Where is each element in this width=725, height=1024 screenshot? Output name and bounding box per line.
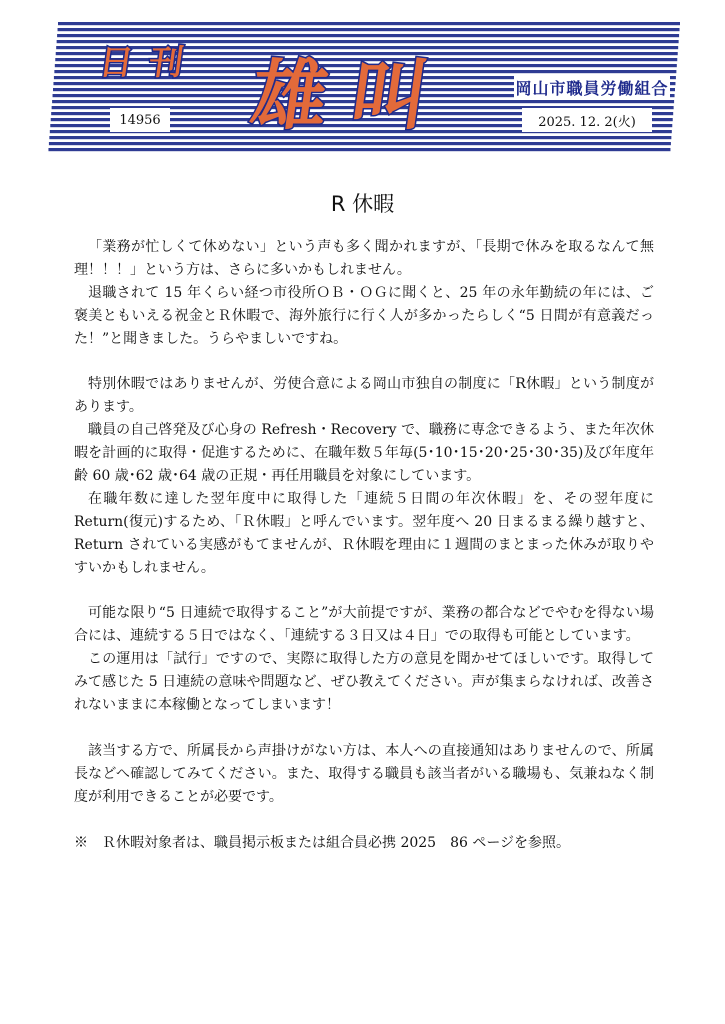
article-body — [74, 236, 654, 854]
paragraph-3: 特別休暇ではありませんが、労使合意による岡山市独自の制度に「R休暇」という制度があります。 — [74, 376, 654, 416]
logo-glyph-2: 刊 — [146, 43, 187, 83]
masthead — [48, 22, 680, 154]
paragraph-2: 退職されて 15 年くらい経つ市役所ＯＢ・ＯＧに聞くと、25 年の永年勤続の年には、ご褒美ともいえる祝金とＲ休暇で、海外旅行に行く人が多かったらしく“5 日間が有意義だった！”と聞きました。うらやましいですね。 — [74, 284, 654, 347]
paragraph-6: 可能な限り“5 日連続で取得すること”が大前提ですが、業務の都合などでやむを得ない場合には、連続する５日ではなく、「連続する３日又は４日」での取得も可能としています。 — [74, 605, 654, 645]
organization-name: 岡山市職員労働組合 — [514, 74, 670, 100]
paragraph-5: 在職年数に達した翌年度中に取得した「連続５日間の年次休暇」を、その翌年度に Return(復元)するため、「Ｒ休暇」と呼んでいます。翌年度へ 20 日まるまる繰り越すと、Return されている実感がもてませんが、Ｒ休暇を理由に１週間のまとまった休みが取りやすいかもしれません。 — [74, 490, 654, 576]
reference-note: ※ Ｒ休暇対象者は、職員掲示板または組合員必携 2025 86 ページを参照。 — [74, 834, 571, 851]
paragraph-8: 該当する方で、所属長から声掛けがない方は、本人への直接通知はありませんので、所属長などへ確認してみてください。また、取得する職員も該当者がいる職場も、気兼ねなく制度が利用できることが必要です。 — [74, 742, 654, 805]
logo-glyph-3: 雄 — [245, 52, 334, 141]
logo-glyph-1: 日 — [96, 43, 137, 83]
issue-number: 14956 — [110, 108, 170, 132]
logo-glyph-4: 叫 — [345, 52, 434, 141]
article-title: R 休暇 — [330, 192, 395, 216]
paragraph-1: 「業務が忙しくて休めない」という声も多く聞かれますが、「長期で休みを取るなんて無理！！！」という方は、さらに多いかもしれません。 — [74, 239, 654, 278]
issue-date: 2025. 12. 2(火) — [522, 108, 652, 132]
paragraph-4: 職員の自己啓発及び心身の Refresh・Recovery で、職務に専念できるよう、また年次休暇を計画的に取得・促進するために、在職年数５年毎(5･10･15･20･25･30･35)及び年度年齢 60 歳･62 歳･64 歳の正規・再任用職員を対象にしています。 — [74, 422, 654, 485]
paragraph-7: この運用は「試行」ですので、実際に取得した方の意見を聞かせてほしいです。取得してみて感じた 5 日連続の意味や問題など、ぜひ教えてください。声が集まらなければ、改善されないままに本稼働となってしまいます！ — [74, 651, 654, 714]
